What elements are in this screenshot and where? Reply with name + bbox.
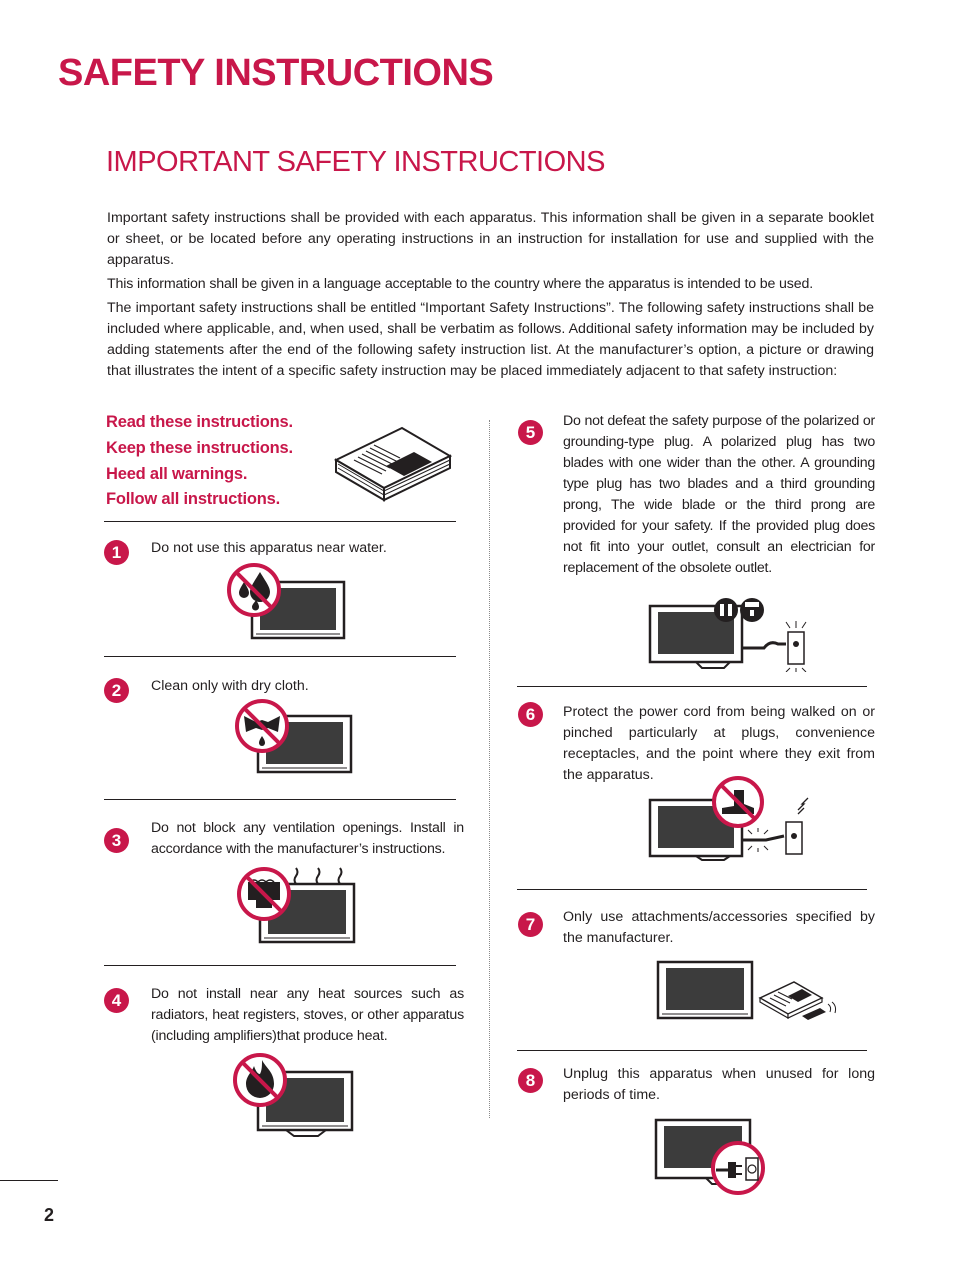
blocked-vent-icon [236, 862, 362, 948]
water-drops-icon [226, 560, 348, 642]
item-8-number: 8 [518, 1068, 543, 1093]
item-1-text: Do not use this apparatus near water. [151, 540, 387, 556]
item-6-number: 6 [518, 702, 543, 727]
divider [517, 686, 867, 687]
keep-instruction: Keep these instructions. [106, 438, 293, 457]
intro-paragraph-2: This information shall be given in a language acceptable to the country where the apparatus is intended to be used. [107, 276, 813, 292]
page-title: SAFETY INSTRUCTIONS [58, 52, 494, 94]
item-4-number: 4 [104, 988, 129, 1013]
item-8-text: Unplug this apparatus when unused for long periods of time. [563, 1066, 875, 1103]
intro-paragraph-3: The important safety instructions shall be entitled “Important Safety Instructions”. The following safety instructions shall be included where applicable, and, when used, shall be verbatim as follows. Additional safety information may be included by adding statements after the end of the following safety instruction list. At the manufacturer’s option, a picture or drawing that illustrates the intent of a specific safety instruction may be placed immediately adjacent to that safety instruction: [107, 300, 874, 379]
intro-paragraph-1: Important safety instructions shall be provided with each apparatus. This information shall be given in a separate booklet or sheet, or be located before any operating instructions in an instruction for installation for use and supplied with the apparatus. [107, 210, 874, 268]
flame-icon [232, 1052, 358, 1138]
page-number: 2 [44, 1205, 55, 1225]
section-title: IMPORTANT SAFETY INSTRUCTIONS [106, 146, 605, 178]
manual-booklet-icon [330, 420, 454, 504]
item-2-text: Clean only with dry cloth. [151, 678, 309, 694]
polarized-plug-icon [646, 588, 810, 672]
divider [517, 889, 867, 890]
heed-instruction: Heed all warnings. [106, 464, 248, 483]
footer-rule [0, 1180, 58, 1181]
item-5-number: 5 [518, 420, 543, 445]
column-divider [489, 420, 490, 1118]
intro-text [107, 208, 874, 385]
item-5-text: Do not defeat the safety purpose of the polarized or grounding-type plug. A polarized plug has two blades with one wider than the other. A grounding type plug has two blades and a third grounding prong, The wide blade or the third prong are provided for your safety. If the provided plug does not fit into your outlet, consult an electrician for replacement of the obsolete outlet. [563, 413, 875, 576]
read-instruction: Read these instructions. [106, 413, 293, 431]
item-7-text: Only use attachments/accessories specified by the manufacturer. [563, 909, 875, 946]
item-3-text: Do not block any ventilation openings. Install in accordance with the manufacturer’s instructions. [151, 820, 464, 857]
item-2-number: 2 [104, 678, 129, 703]
accessories-icon [654, 958, 838, 1026]
divider [104, 965, 456, 966]
item-6-text: Protect the power cord from being walked on or pinched particularly at plugs, convenience receptacles, and the point where they exit from the apparatus. [563, 704, 875, 783]
item-3-number: 3 [104, 828, 129, 853]
unplug-icon [652, 1116, 768, 1198]
follow-instruction: Follow all instructions. [106, 490, 280, 509]
divider [517, 1050, 867, 1051]
divider [104, 799, 456, 800]
divider [104, 521, 456, 522]
item-7-number: 7 [518, 912, 543, 937]
foot-on-cord-icon [646, 776, 812, 862]
read-instructions-list [106, 410, 293, 513]
item-4-text: Do not install near any heat sources such as radiators, heat registers, stoves, or other apparatus (including amplifiers)that produce heat. [151, 986, 464, 1044]
divider [104, 656, 456, 657]
item-1-number: 1 [104, 540, 129, 565]
wet-cloth-icon [234, 698, 356, 778]
